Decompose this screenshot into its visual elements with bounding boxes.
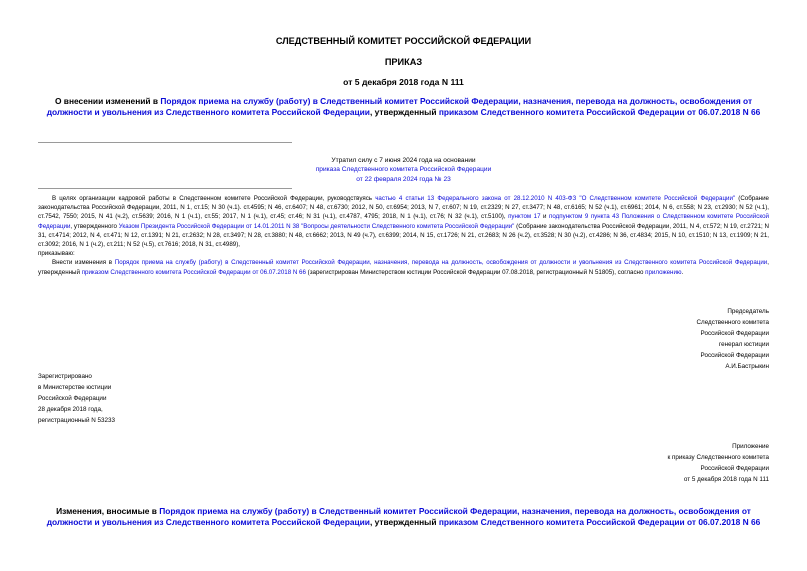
- document-type: ПРИКАЗ: [384, 57, 423, 67]
- title-prefix: О внесении изменений в: [54, 96, 161, 106]
- order-word: приказываю:: [38, 250, 75, 258]
- signature-block: [569, 306, 769, 373]
- lost-force-line1: Утратил силу с 7 июня 2024 года на основании: [331, 157, 476, 164]
- link-procedure[interactable]: Порядок приема на службу (работу) в Следственный комитет Российской Федерации, назначения, перевода на должность, освобождения от должности и увольнения из Следственного комитета Российской Федерации: [114, 259, 768, 267]
- signature-line: Российской Федерации: [700, 330, 769, 338]
- appendix-title-mid: , утвержденный: [369, 517, 439, 527]
- lost-force-link[interactable]: приказа Следственного комитета Российской Федерации: [315, 166, 492, 174]
- paragraph-amendment: [38, 258, 769, 276]
- divider-bottom: [38, 188, 292, 189]
- preamble-text-c: и: [540, 213, 550, 221]
- appendix-line: Приложение: [732, 443, 769, 450]
- title-mid: , утвержденный: [369, 107, 439, 117]
- document-title: [34, 96, 773, 118]
- registration-line: в Министерстве юстиции: [38, 384, 112, 392]
- signature-line: генерал юстиции: [719, 341, 769, 349]
- amendment-text-d: .: [681, 268, 684, 276]
- appendix-line: к приказу Следственного комитета: [667, 454, 769, 462]
- amendment-text-b: , утвержденный: [38, 259, 769, 276]
- preamble-text-d: , утвержденного: [70, 222, 119, 230]
- lost-force-note: [250, 156, 557, 184]
- registration-line: 28 декабря 2018 года,: [38, 406, 103, 414]
- registration-line: Российской Федерации: [38, 395, 107, 403]
- paragraph-preamble: [38, 194, 769, 249]
- signature-line: А.И.Бастрыкин: [725, 363, 769, 371]
- appendix-line: Российской Федерации: [700, 465, 769, 473]
- preamble-text-e: (Собрание законодательства Российской Федерации, 2011, N 4, ст.572; N 19, ст.2721; N 31, ст.4714; 2012, N 4, ст.471; N 12, ст.1391; N 21, ст.2632; N 28, ст.3497; N 28, ст.3880; N 48, ст.6662; 2013, N 49 (ч.7), ст.6399; 2014, N 15, ст.1726; N 21, ст.2683; N 26 (ч.2), ст.3528; N 30 (ч.2), ст.4286; N 36, ст.4834; 2015, N 10, ст.1510; N 13, ст.1909; N 21, ст.3092; 2016, N 1 (ч.2), ст.211; N 52 (ч.5), ст.7616; 2018, N 31, ст.4989),: [38, 222, 769, 249]
- registration-line: Зарегистрировано: [38, 373, 92, 380]
- document-date-number: от 5 декабря 2018 года N 111: [343, 77, 464, 87]
- order-body: [38, 194, 769, 277]
- issuing-organization: СЛЕДСТВЕННЫЙ КОМИТЕТ РОССИЙСКОЙ ФЕДЕРАЦИИ: [275, 36, 532, 46]
- signature-line: Председатель: [727, 308, 769, 315]
- preamble-text-b: (Собрание законодательства Российской Федерации, 2011, N 1, ст.15; N 30 (ч.1). ст.4595; N 46, ст.6407; N 48, ст.6730; 2012, N 50, ст.6954; 2013, N 7, ст.607; N 19, ст.2329; N 27, ст.3477; N 48, ст.6165; N 52 (ч.1), ст.6961; 2014, N 6, ст.558; N 23, ст.2930; N 52 (ч.1), ст.7542, 7550; 2015, N 41 (ч.2), ст.5639; 2016, N 1 (ч.1), ст.55; 2017, N 1 (ч.1), ст.45; ст.46; N 31 (ч.1), ст.4787, 4795; 2018, N 1 (ч.1), ст.76; N 32 (ч.1), ст.5100),: [38, 195, 769, 221]
- amendment-text-a: Внести изменения в: [52, 259, 115, 267]
- link-federal-law[interactable]: частью 4 статьи 13 Федерального закона от 28.12.2010 N 403-ФЗ "О Следственном комитете Российской Федерации": [375, 195, 736, 202]
- appendix-title-link-order[interactable]: приказом Следственного комитета Российской Федерации от 06.07.2018 N 66: [438, 517, 761, 527]
- title-link-order[interactable]: приказом Следственного комитета Российской Федерации от 06.07.2018 N 66: [438, 107, 761, 117]
- link-presidential-decree[interactable]: Указом Президента Российской Федерации от 14.01.2011 N 38 "Вопросы деятельности Следственного комитета Российской Федерации": [118, 222, 515, 230]
- appendix-title-link-procedure[interactable]: Порядок приема на службу (работу) в Следственный комитет Российской Федерации, назначения, перевода на должность, освобождения от должности и увольнения из Следственного комитета Российской Федерации: [46, 506, 751, 527]
- signature-line: Следственного комитета: [696, 319, 769, 327]
- link-point-17[interactable]: пунктом 17: [508, 213, 541, 221]
- registration-block: [38, 371, 238, 426]
- appendix-line: от 5 декабря 2018 года N 111: [683, 476, 769, 484]
- appendix-title: [34, 506, 773, 528]
- title-link-procedure[interactable]: Порядок приема на службу (работу) в Следственный комитет Российской Федерации, назначения, перевода на должность, освобождения от должности и увольнения из Следственного комитета Российской Федерации: [46, 96, 753, 117]
- divider-top: [38, 142, 292, 143]
- link-subpoint-9[interactable]: подпунктом 9 пункта 43 Положения о Следственном комитете Российской Федерации: [38, 213, 769, 230]
- appendix-title-prefix: Изменения, вносимые в: [56, 506, 160, 516]
- link-appendix[interactable]: приложению: [645, 268, 682, 276]
- appendix-header: [569, 441, 769, 485]
- link-order-66[interactable]: приказом Следственного комитета Российской Федерации от 06.07.2018 N 66: [81, 268, 306, 276]
- preamble-text-a: В целях организации кадровой работы в Следственном комитете Российской Федерации, руководствуясь: [52, 195, 376, 202]
- signature-line: Российской Федерации: [700, 352, 769, 360]
- lost-force-date-link[interactable]: от 22 февраля 2024 года № 23: [356, 175, 451, 183]
- registration-line: регистрационный N 53233: [38, 417, 116, 425]
- amendment-text-c: (зарегистрирован Министерством юстиции Российской Федерации 07.08.2018, регистрационный N 51805), согласно: [305, 268, 646, 276]
